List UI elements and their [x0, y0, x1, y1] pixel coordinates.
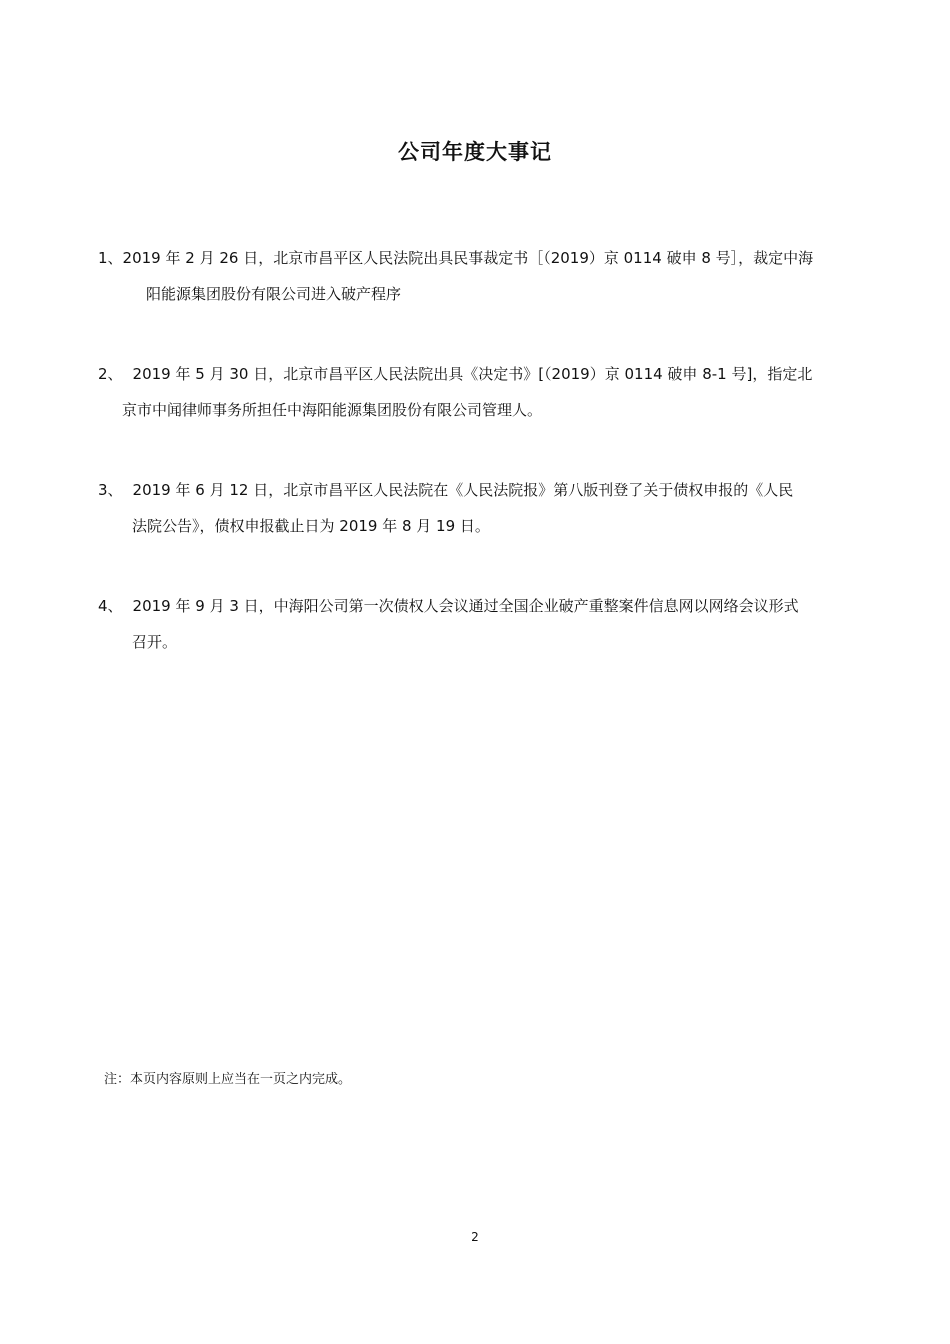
event-number: 3、	[98, 481, 123, 499]
event-continuation: 召开。	[132, 633, 178, 651]
event-continuation: 京市中闻律师事务所担任中海阳能源集团股份有限公司管理人。	[122, 401, 543, 419]
event-item-2	[98, 356, 854, 428]
event-text: 2019 年 5 月 30 日，北京市昌平区人民法院出具《决定书》[（2019）京 0114 破申 8-1 号]，指定北	[132, 365, 813, 383]
event-item-3	[98, 472, 854, 544]
event-text: 2019 年 9 月 3 日，中海阳公司第一次债权人会议通过全国企业破产重整案件信息网以网络会议形式	[132, 597, 799, 615]
event-continuation: 阳能源集团股份有限公司进入破产程序	[146, 285, 402, 303]
event-item-1	[98, 240, 854, 312]
event-line-1	[98, 240, 854, 276]
event-line-1	[98, 356, 854, 392]
event-continuation: 法院公告》，债权申报截止日为 2019 年 8 月 19 日。	[132, 517, 490, 535]
event-line-1	[98, 472, 854, 508]
event-text: 2019 年 2 月 26 日，北京市昌平区人民法院出具民事裁定书［（2019）京 0114 破申 8 号］，裁定中海	[122, 249, 814, 267]
event-line-1	[98, 588, 854, 624]
page-number: 2	[471, 1230, 479, 1244]
event-number: 2、	[98, 365, 123, 383]
event-number: 4、	[98, 597, 123, 615]
page-note: 注：本页内容原则上应当在一页之内完成。	[104, 1072, 352, 1087]
event-text: 2019 年 6 月 12 日，北京市昌平区人民法院在《人民法院报》第八版刊登了关于债权申报的《人民	[132, 481, 794, 499]
event-item-4	[98, 588, 854, 660]
page-title: 公司年度大事记	[398, 140, 552, 164]
event-number: 1、	[98, 249, 123, 267]
